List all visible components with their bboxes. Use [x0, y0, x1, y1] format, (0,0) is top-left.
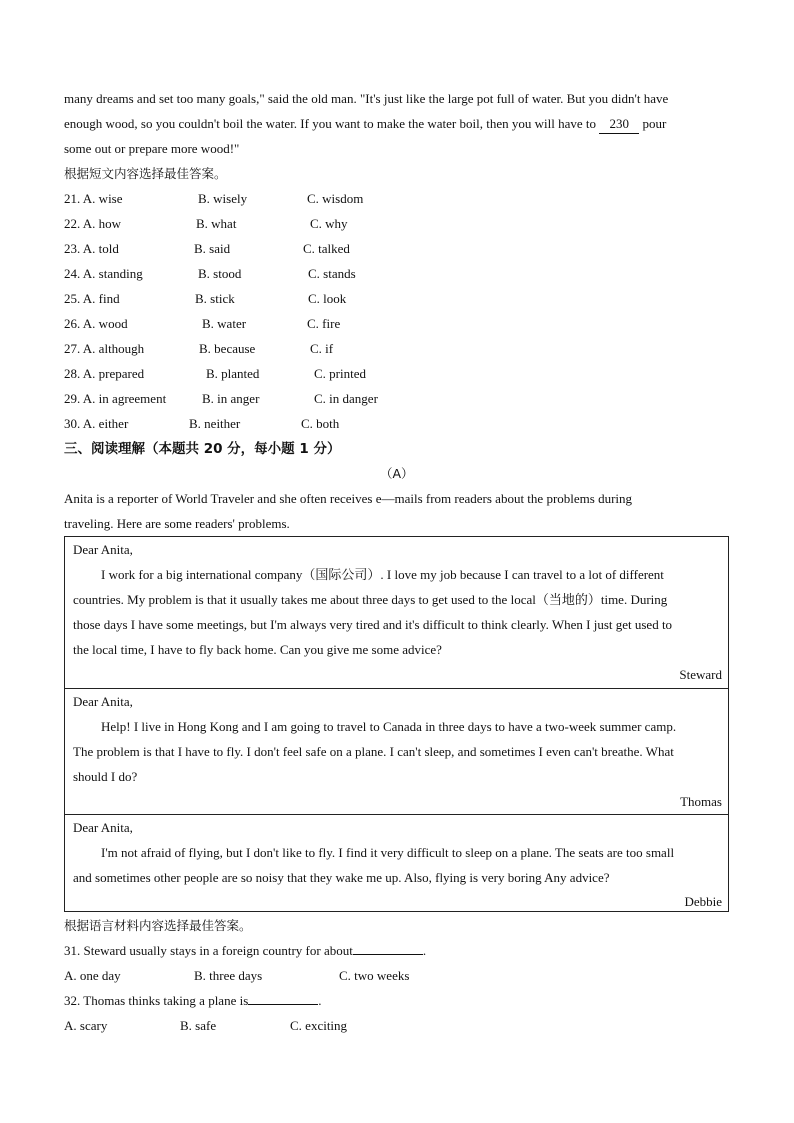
option-c: C. two weeks — [339, 968, 410, 983]
letter-debbie — [65, 814, 728, 913]
option-b: B. in anger — [202, 391, 260, 406]
option-c: C. why — [310, 216, 348, 231]
option-b: B. safe — [180, 1018, 217, 1033]
option-a: 30. A. either — [64, 416, 129, 431]
option-c: C. printed — [314, 366, 366, 381]
option-c: C. both — [301, 416, 340, 431]
option-b: B. stood — [198, 266, 242, 281]
letter-signature: Steward — [679, 667, 722, 682]
option-a: A. scary — [64, 1018, 108, 1033]
passage-line-2-tail: pour — [642, 116, 667, 131]
option-b: B. wisely — [198, 191, 248, 206]
intro-line-2: traveling. Here are some readers' problems. — [64, 516, 290, 531]
option-a: 25. A. find — [64, 291, 120, 306]
letter-signature: Thomas — [680, 794, 722, 809]
option-a: 23. A. told — [64, 241, 119, 256]
question-32-text: 32. Thomas thinks taking a plane is — [64, 993, 249, 1008]
option-c: C. fire — [307, 316, 341, 331]
passage-line-2 — [64, 115, 666, 134]
passage-line-2-text: enough wood, so you couldn't boil the water. If you want to make the water boil, then you will have to — [64, 116, 596, 131]
letter-greeting: Dear Anita, — [73, 820, 133, 835]
option-c: C. stands — [308, 266, 356, 281]
answer-blank[interactable] — [353, 942, 423, 955]
letter-line: the local time, I have to fly back home. Can you give me some advice? — [73, 642, 442, 657]
intro-line-1: Anita is a reporter of World Traveler and she often receives e—mails from readers about the problems during — [64, 491, 633, 506]
letter-greeting: Dear Anita, — [73, 542, 133, 557]
option-b: B. planted — [206, 366, 260, 381]
option-a: 24. A. standing — [64, 266, 143, 281]
letter-line: I'm not afraid of flying, but I don't like to fly. I find it very difficult to sleep on a plane. The seats are too small — [101, 845, 675, 860]
letter-line: those days I have some meetings, but I'm always very tired and it's difficult to think clearly. When I just get used to — [73, 617, 673, 632]
answer-blank[interactable] — [248, 992, 318, 1005]
option-a: 29. A. in agreement — [64, 391, 167, 406]
option-a: 21. A. wise — [64, 191, 123, 206]
instruction-1: 根据短文内容选择最佳答案。 — [64, 166, 227, 181]
letter-line: countries. My problem is that it usually takes me about three days to get used to the local（当地的）time. During — [73, 592, 668, 607]
question-31-text: 31. Steward usually stays in a foreign country for about — [64, 943, 353, 958]
instruction-2: 根据语言材料内容选择最佳答案。 — [64, 918, 252, 933]
question-32-stem: 32. Thomas thinks taking a plane is . — [64, 993, 322, 1008]
option-a: 22. A. how — [64, 216, 122, 231]
option-c: C. if — [310, 341, 334, 356]
letters-table — [64, 536, 729, 912]
option-a: 26. A. wood — [64, 316, 128, 331]
letter-greeting: Dear Anita, — [73, 694, 133, 709]
option-b: B. because — [199, 341, 256, 356]
option-b: B. neither — [189, 416, 241, 431]
option-a: 27. A. although — [64, 341, 145, 356]
letter-line: and sometimes other people are so noisy that they wake me up. Also, flying is very boring Any advice? — [73, 870, 610, 885]
option-c: C. talked — [303, 241, 350, 256]
letter-steward — [65, 537, 728, 688]
part-a-label: （A） — [380, 466, 414, 481]
letter-thomas — [65, 688, 728, 814]
option-c: C. in danger — [314, 391, 378, 406]
question-31-stem: 31. Steward usually stays in a foreign country for about . — [64, 943, 427, 958]
letter-signature: Debbie — [684, 894, 722, 909]
option-b: B. three days — [194, 968, 263, 983]
letter-line: The problem is that I have to fly. I don't feel safe on a plane. I can't sleep, and sometimes I even can't breathe. What — [73, 744, 674, 759]
option-b: B. water — [202, 316, 247, 331]
option-c: C. wisdom — [307, 191, 364, 206]
option-a: 28. A. prepared — [64, 366, 145, 381]
option-c: C. exciting — [290, 1018, 348, 1033]
letter-line: Help! I live in Hong Kong and I am going to travel to Canada in three days to have a two-week summer camp. — [101, 719, 677, 734]
letter-line: should I do? — [73, 769, 138, 784]
option-c: C. look — [308, 291, 347, 306]
letter-line: I work for a big international company（国际公司）. I love my job because I can travel to a lot of different — [101, 567, 664, 582]
section-3-heading: 三、阅读理解（本题共 20 分，每小题 1 分） — [64, 441, 341, 457]
option-b: B. stick — [195, 291, 235, 306]
option-b: B. said — [194, 241, 231, 256]
passage-line-1: many dreams and set too many goals," said the old man. "It's just like the large pot full of water. But you didn't have — [64, 91, 669, 106]
blank-230: 230 — [599, 115, 639, 134]
passage-line-3: some out or prepare more wood!" — [64, 141, 240, 156]
option-b: B. what — [196, 216, 237, 231]
option-a: A. one day — [64, 968, 121, 983]
